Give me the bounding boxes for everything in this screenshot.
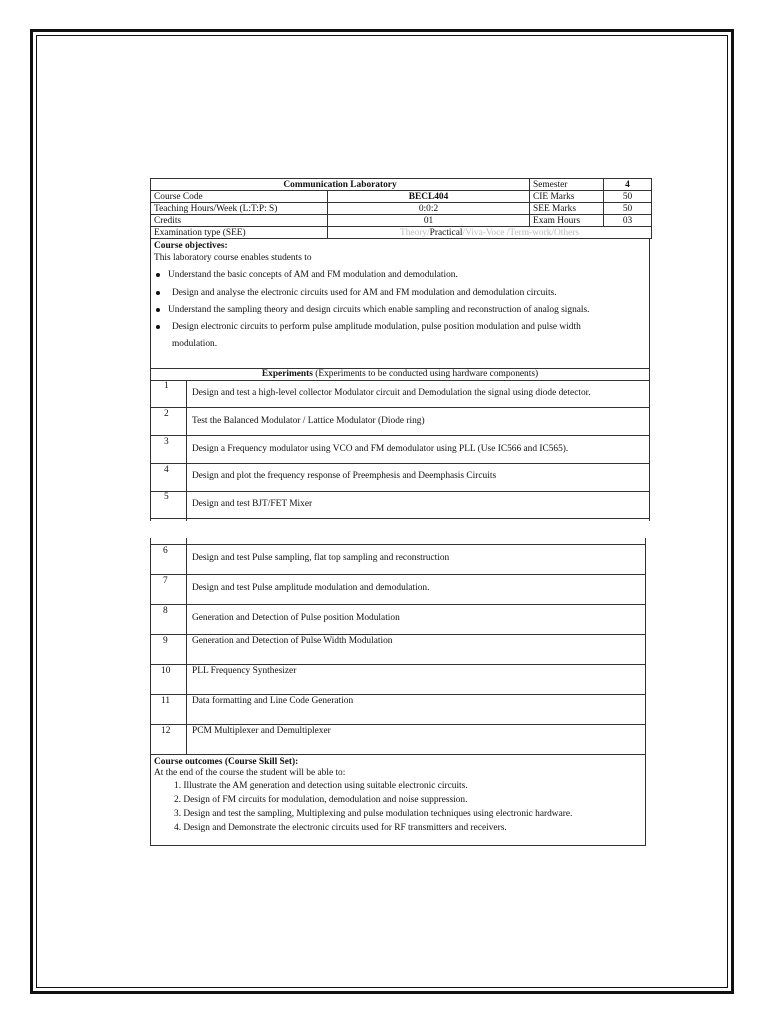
- experiment-number: 6: [163, 546, 168, 556]
- experiment-text: Data formatting and Line Code Generation: [192, 696, 354, 706]
- experiment-text: Generation and Detection of Pulse Width Modulation: [192, 636, 393, 646]
- table-line: [150, 544, 646, 545]
- teaching-hours-value: 0:0:2: [328, 203, 530, 215]
- outcome-item: 4. Design and Demonstrate the electronic circuits used for RF transmitters and receivers.: [174, 823, 507, 833]
- credits-value: 01: [328, 215, 530, 227]
- semester-value: 4: [604, 179, 652, 191]
- table-line: [150, 664, 646, 665]
- table-line: [150, 380, 650, 381]
- table-line: [150, 435, 650, 436]
- table-line: [649, 368, 650, 521]
- objective-item: Design electronic circuits to perform pulse amplitude modulation, pulse position modulation and pulse width: [172, 322, 581, 332]
- experiment-text: Design and plot the frequency response of Preemphesis and Deemphasis Circuits: [192, 471, 497, 481]
- header-row: [151, 203, 652, 215]
- table-line: [150, 463, 650, 464]
- bullet-icon: [156, 273, 160, 277]
- header-row: [151, 191, 652, 203]
- experiment-number: 3: [164, 437, 169, 447]
- experiment-number: 9: [163, 636, 168, 646]
- bullet-icon: [156, 325, 160, 329]
- experiment-number: 1: [164, 381, 169, 391]
- exam-hours-label: Exam Hours: [530, 215, 604, 227]
- objective-item-continued: modulation.: [172, 339, 218, 349]
- course-code-value: BECL404: [328, 191, 530, 203]
- table-line: [150, 407, 650, 408]
- course-title: Communication Laboratory: [151, 179, 530, 191]
- cie-marks-label: CIE Marks: [530, 191, 604, 203]
- experiment-text: Design and test Pulse sampling, flat top sampling and reconstruction: [192, 553, 450, 563]
- outcome-item: 3. Design and test the sampling, Multiplexing and pulse modulation techniques using electronic hardware.: [174, 809, 573, 819]
- experiment-text: Design a Frequency modulator using VCO and FM demodulator using PLL (Use IC566 and IC565).: [192, 444, 569, 454]
- exam-option-practical: Practical: [429, 227, 463, 238]
- exam-type-label: Examination type (SEE): [151, 227, 328, 239]
- experiment-number: 10: [161, 666, 171, 676]
- table-line: [150, 574, 646, 575]
- experiment-text: Test the Balanced Modulator / Lattice Modulator (Diode ring): [192, 416, 425, 426]
- experiment-number: 5: [164, 492, 169, 502]
- experiment-number: 11: [161, 696, 171, 706]
- experiment-text: Generation and Detection of Pulse position Modulation: [192, 613, 400, 623]
- outcomes-heading: Course outcomes (Course Skill Set):: [154, 757, 299, 767]
- objectives-intro: This laboratory course enables students to: [154, 253, 312, 263]
- objective-item: Design and analyse the electronic circuits used for AM and FM modulation and demodulation circuits.: [172, 288, 557, 298]
- experiment-number: 12: [161, 726, 171, 736]
- outcome-item: 2. Design of FM circuits for modulation, demodulation and noise suppression.: [174, 795, 468, 805]
- header-row: [151, 215, 652, 227]
- table-line: [150, 845, 646, 846]
- outcomes-intro: At the end of the course the student will be able to:: [154, 768, 346, 778]
- table-line: [150, 368, 151, 521]
- experiment-text: Design and test BJT/FET Mixer: [192, 499, 313, 509]
- table-line: [186, 380, 187, 521]
- table-line: [645, 538, 646, 846]
- objective-item: Understand the sampling theory and design circuits which enable sampling and reconstruction of analog signals.: [168, 305, 590, 315]
- outcome-item: 1. Illustrate the AM generation and detection using suitable electronic circuits.: [174, 781, 468, 791]
- experiments-heading: [150, 369, 650, 380]
- exam-option-theory: Theory/: [399, 227, 430, 238]
- table-line: [150, 518, 650, 519]
- experiments-heading-bold: Experiments: [261, 369, 313, 379]
- experiment-text: Design and test Pulse amplitude modulation and demodulation.: [192, 583, 430, 593]
- bullet-icon: [156, 308, 160, 312]
- objectives-heading: Course objectives:: [154, 241, 228, 251]
- objectives-right-border: [649, 239, 650, 368]
- objectives-left-border: [150, 239, 151, 368]
- header-row-title: [151, 179, 652, 191]
- table-line: [186, 538, 187, 754]
- table-line: [150, 724, 646, 725]
- exam-type-options: [328, 227, 652, 239]
- semester-label: Semester: [530, 179, 604, 191]
- table-line: [150, 538, 151, 846]
- table-line: [150, 694, 646, 695]
- experiments-heading-note: (Experiments to be conducted using hardware components): [312, 369, 539, 379]
- experiment-number: 7: [163, 576, 168, 586]
- objective-item: Understand the basic concepts of AM and FM modulation and demodulation.: [168, 270, 458, 280]
- header-row-exam-type: [151, 227, 652, 239]
- table-line: [150, 604, 646, 605]
- experiment-number: 2: [164, 409, 169, 419]
- credits-label: Credits: [151, 215, 328, 227]
- experiment-text: PCM Multiplexer and Demultiplexer: [192, 726, 331, 736]
- experiment-text: PLL Frequency Synthesizer: [192, 666, 297, 676]
- table-line: [150, 634, 646, 635]
- see-marks-label: SEE Marks: [530, 203, 604, 215]
- table-line: [150, 491, 650, 492]
- exam-option-others: /Viva-Voce /Term-work/Others: [462, 227, 580, 238]
- experiment-number: 4: [164, 465, 169, 475]
- see-marks-value: 50: [604, 203, 652, 215]
- exam-hours-value: 03: [604, 215, 652, 227]
- table-line: [150, 754, 646, 755]
- course-header-table: [150, 178, 652, 239]
- cie-marks-value: 50: [604, 191, 652, 203]
- course-code-label: Course Code: [151, 191, 328, 203]
- experiment-number: 8: [163, 606, 168, 616]
- bullet-icon: [156, 291, 160, 295]
- teaching-hours-label: Teaching Hours/Week (L:T:P: S): [151, 203, 328, 215]
- experiment-text: Design and test a high-level collector Modulator circuit and Demodulation the signal using diode detector.: [192, 388, 591, 398]
